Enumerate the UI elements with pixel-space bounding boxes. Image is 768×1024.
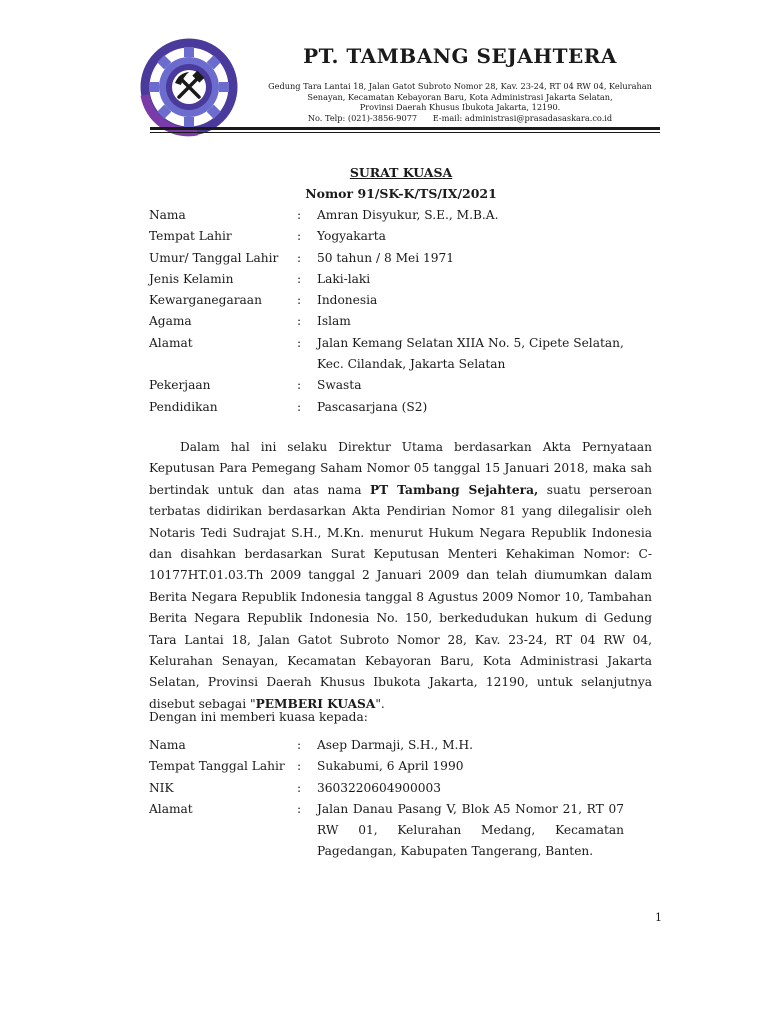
field-row-jenis-kelamin (149, 269, 624, 290)
field-colon: : (297, 780, 302, 795)
field-value: Asep Darmaji, S.H., M.H. (317, 738, 473, 752)
contact-line: No. Telp: (021)-3856-9077 E-mail: administrasi@prasadasaskara.co.id (307, 112, 613, 123)
field-colon: : (297, 738, 302, 752)
field-label: Nama (149, 208, 186, 222)
field-row-kewarganegaraan (149, 290, 624, 311)
field-row-tempat-lahir (149, 226, 624, 247)
grantor-details (149, 205, 624, 418)
paragraph-text-2: suatu perseroan terbatas didirikan berdasarkan Akta Pendirian Nomor 81 yang dilegalisir oleh Notaris Tedi Sudrajat S.H., M.Kn. menurut Hukum Negara Republik Indonesia dan disahkan berdasarkan Surat Keputusan Menteri Kehakiman Nomor: C-10177HT.01.03.Th 2009 tanggal 2 Januari 2009 dan telah diumumkan dalam Berita Negara Republik Indonesia tanggal 8 Agustus 2009 Nomor 10, Tambahan Berita Negara Republik Indonesia No. 150, berkedudukan hukum di Gedung Tara Lantai 18, Jalan Gatot Subroto Nomor 28, Kav. 23-24, RT 04 RW 04, Kelurahan Senayan, Kecamatan Kebayoran Baru, Kota Administrasi Jakarta Selatan, Provinsi Daerah Khusus Ibukota Jakarta, 12190, untuk selanjutnya disebut sebagai " (149, 482, 652, 711)
field-label: Umur/ Tanggal Lahir (149, 250, 279, 265)
field-value: Yogyakarta (317, 229, 386, 244)
field-row-nik (149, 778, 624, 799)
field-value: Islam (317, 314, 351, 329)
document-title: SURAT KUASA (349, 165, 453, 180)
field-label: Tempat Lahir (149, 229, 232, 244)
address-line-3: Provinsi Daerah Khusus Ibukota Jakarta, 12190. (359, 102, 561, 112)
letterhead-divider-thick (150, 127, 660, 130)
field-value: 3603220604900003 (317, 780, 442, 795)
field-colon: : (297, 759, 302, 774)
paragraph-text-3: ". (375, 696, 385, 711)
field-row-nama (149, 735, 624, 756)
authority-paragraph (149, 437, 652, 715)
field-row-tempat-tanggal-lahir (149, 756, 624, 777)
field-value: Indonesia (317, 293, 378, 308)
field-label: Nama (149, 738, 186, 752)
company-logo-icon (139, 37, 239, 137)
field-label: Pendidikan (149, 399, 218, 414)
field-value: Pascasarjana (S2) (317, 399, 428, 414)
company-address (252, 81, 668, 123)
address-line: RW 01, Kelurahan Medang, Kecamatan (317, 823, 624, 838)
field-value: Swasta (317, 378, 362, 393)
letterhead-divider-thin (150, 132, 660, 133)
field-row-agama (149, 311, 624, 332)
address-line: Jalan Kemang Selatan XIIA No. 5, Cipete Selatan, (317, 335, 624, 350)
field-value (317, 333, 624, 376)
address-line-1: Gedung Tara Lantai 18, Jalan Gatot Subroto Nomor 28, Kav. 23-24, RT 04 RW 04, Kelurahan (268, 81, 652, 91)
field-value: 50 tahun / 8 Mei 1971 (317, 250, 455, 265)
address-line: Jalan Danau Pasang V, Blok A5 Nomor 21, RT 07 (317, 801, 624, 816)
field-colon: : (297, 229, 302, 244)
field-label: Kewarganegaraan (149, 293, 262, 308)
field-label: Tempat Tanggal Lahir (149, 759, 285, 774)
page-number: 1 (655, 911, 662, 924)
field-value (317, 799, 624, 863)
field-label: Pekerjaan (149, 378, 211, 393)
field-row-alamat (149, 799, 624, 863)
field-colon: : (297, 271, 302, 286)
field-value: Laki-laki (317, 271, 371, 286)
field-label: Alamat (149, 801, 193, 816)
field-colon: : (297, 250, 302, 265)
field-row-pendidikan (149, 397, 624, 418)
grant-intro: Dengan ini memberi kuasa kepada: (149, 710, 368, 724)
address-line: Kec. Cilandak, Jakarta Selatan (317, 357, 506, 372)
field-row-umur-tanggal-lahir (149, 248, 624, 269)
field-row-nama (149, 205, 624, 226)
paragraph-text-1: Dalam hal ini selaku Direktur Utama berdasarkan Akta Pernyataan Keputusan Para Pemegang Saham Nomor 05 tanggal 15 Januari 2018, maka sah bertindak untuk dan atas nama (149, 440, 652, 497)
field-colon: : (297, 399, 302, 414)
field-value: Sukabumi, 6 April 1990 (317, 759, 464, 774)
field-colon: : (297, 208, 302, 222)
field-colon: : (297, 293, 302, 308)
grantee-details (149, 735, 624, 863)
document-number: Nomor 91/SK-K/TS/IX/2021 (305, 186, 497, 201)
company-name-bold: PT Tambang Sejahtera, (370, 482, 539, 497)
field-label: NIK (149, 780, 174, 795)
field-label: Alamat (149, 335, 193, 350)
company-name: PT. TAMBANG SEJAHTERA (303, 44, 617, 68)
field-label: Agama (149, 314, 192, 329)
field-colon: : (297, 378, 302, 393)
address-line: Pagedangan, Kabupaten Tangerang, Banten. (317, 844, 594, 859)
grantor-role-bold: PEMBERI KUASA (255, 696, 376, 711)
field-colon: : (297, 335, 302, 350)
field-value: Amran Disyukur, S.E., M.B.A. (317, 208, 499, 222)
field-row-alamat (149, 333, 624, 376)
field-colon: : (297, 801, 302, 816)
field-row-pekerjaan (149, 375, 624, 396)
address-line-2: Senayan, Kecamatan Kebayoran Baru, Kota Administrasi Jakarta Selatan, (307, 91, 613, 102)
field-colon: : (297, 314, 302, 329)
field-label: Jenis Kelamin (149, 271, 234, 286)
